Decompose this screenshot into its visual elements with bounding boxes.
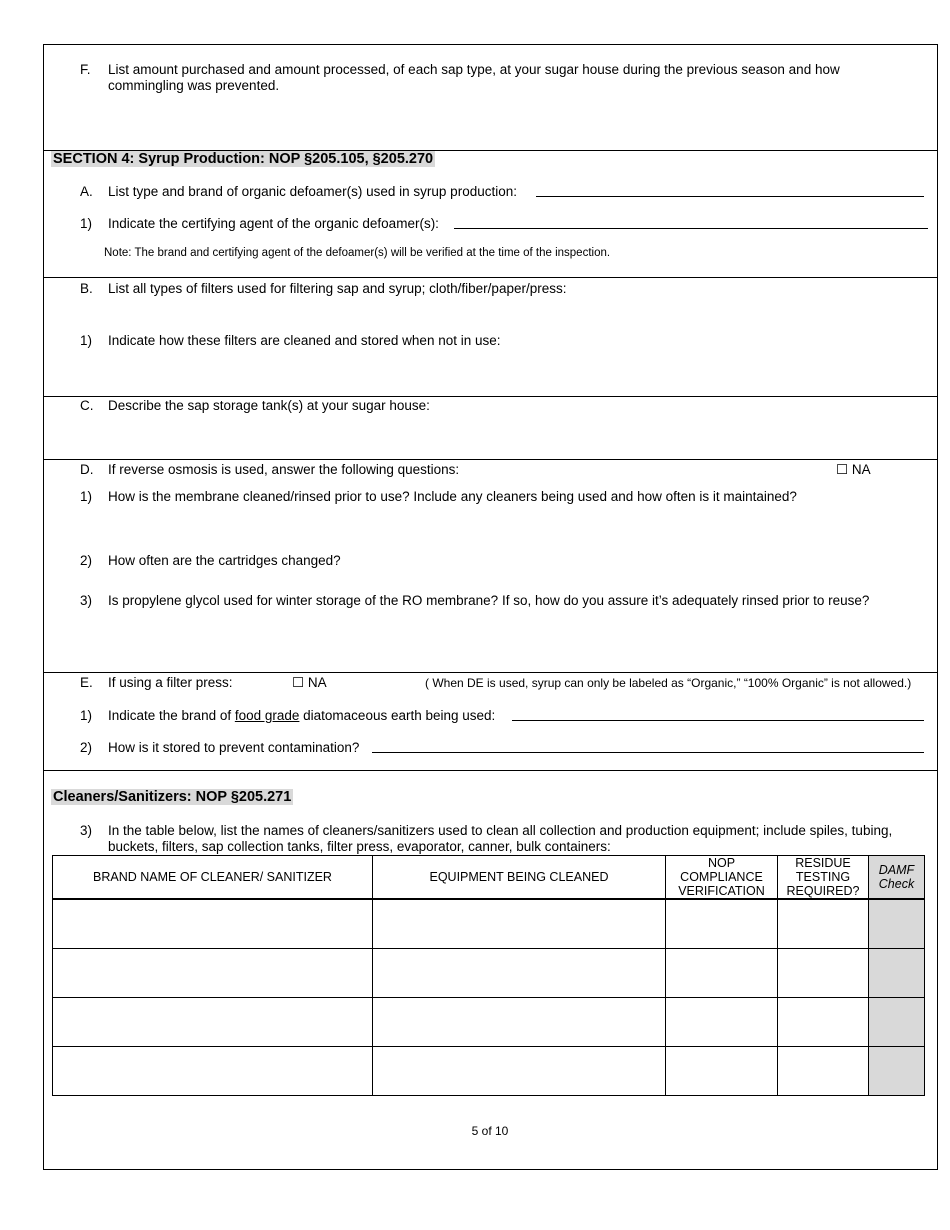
damf-cell [869, 997, 925, 1046]
section4-heading: SECTION 4: Syrup Production: NOP §205.105, §205.270 [53, 151, 434, 167]
divider [43, 459, 938, 460]
item-e1-text: Indicate the brand of food grade diatomaceous earth being used: [108, 708, 496, 723]
equipment-cell[interactable] [373, 997, 666, 1046]
divider [43, 396, 938, 397]
item-d2-label: 2) [80, 553, 93, 568]
item-e1-label: 1) [80, 708, 93, 723]
item-a1-label: 1) [80, 216, 93, 231]
item-f-line2: commingling was prevented. [108, 78, 280, 93]
item-c-label: C. [80, 398, 94, 413]
defoamer-brand-field[interactable] [536, 186, 924, 197]
filter-press-na-checkbox[interactable]: ☐ NA [292, 675, 327, 690]
equipment-cell[interactable] [373, 948, 666, 997]
brand-cell[interactable] [53, 997, 373, 1046]
cleaners-heading: Cleaners/Sanitizers: NOP §205.271 [53, 789, 292, 805]
brand-cell[interactable] [53, 899, 373, 948]
damf-cell [869, 948, 925, 997]
damf-cell [869, 899, 925, 948]
item-b-label: B. [80, 281, 93, 296]
residue-cell[interactable] [778, 997, 869, 1046]
item-d2-text: How often are the cartridges changed? [108, 553, 341, 568]
item-cleaners-3-line1: In the table below, list the names of cleaners/sanitizers used to clean all collection and production equipment; include spiles, tubing, [108, 823, 893, 838]
item-e-text: If using a filter press: [108, 675, 233, 690]
nop-cell[interactable] [666, 899, 778, 948]
brand-cell[interactable] [53, 1046, 373, 1095]
item-cleaners-3-line2: buckets, filters, sap collection tanks, filter press, evaporator, canner, bulk containers: [108, 839, 611, 854]
residue-cell[interactable] [778, 1046, 869, 1095]
col-nop-header: NOP COMPLIANCE VERIFICATION [666, 856, 778, 900]
residue-cell[interactable] [778, 948, 869, 997]
item-cleaners-3-label: 3) [80, 823, 93, 838]
item-b1-text: Indicate how these filters are cleaned and stored when not in use: [108, 333, 501, 348]
defoamer-certifier-field[interactable] [454, 218, 928, 229]
item-b1-label: 1) [80, 333, 93, 348]
col-residue-header: RESIDUE TESTING REQUIRED? [778, 856, 869, 900]
item-a-text: List type and brand of organic defoamer(s) used in syrup production: [108, 184, 517, 199]
item-f-line1: List amount purchased and amount processed, of each sap type, at your sugar house during the previous season and how [108, 62, 840, 77]
defoamer-note: Note: The brand and certifying agent of the defoamer(s) will be verified at the time of the inspection. [104, 247, 611, 259]
col-damf-header: DAMF Check [869, 856, 925, 900]
item-b-text: List all types of filters used for filtering sap and syrup; cloth/fiber/paper/press: [108, 281, 567, 296]
de-brand-field[interactable] [512, 710, 924, 721]
table-row [53, 899, 925, 948]
equipment-cell[interactable] [373, 1046, 666, 1095]
nop-cell[interactable] [666, 948, 778, 997]
nop-cell[interactable] [666, 997, 778, 1046]
item-a-label: A. [80, 184, 93, 199]
item-d3-label: 3) [80, 593, 93, 608]
table-row [53, 948, 925, 997]
item-c-text: Describe the sap storage tank(s) at your sugar house: [108, 398, 430, 413]
item-f-label: F. [80, 62, 91, 77]
divider [43, 672, 938, 673]
damf-cell [869, 1046, 925, 1095]
page-number: 5 of 10 [471, 1124, 509, 1138]
item-e-label: E. [80, 675, 93, 690]
item-d-text: If reverse osmosis is used, answer the following questions: [108, 462, 460, 477]
ro-na-checkbox[interactable]: ☐ NA [836, 462, 871, 477]
divider [43, 277, 938, 278]
de-storage-field[interactable] [372, 742, 924, 753]
item-e2-text: How is it stored to prevent contamination? [108, 740, 360, 755]
item-d3-text: Is propylene glycol used for winter storage of the RO membrane? If so, how do you assure it’s adequately rinsed prior to reuse? [108, 593, 870, 608]
de-label-note: ( When DE is used, syrup can only be labeled as “Organic,” “100% Organic” is not allowed.) [425, 676, 912, 690]
brand-cell[interactable] [53, 948, 373, 997]
cleaners-table [52, 855, 925, 1096]
equipment-cell[interactable] [373, 899, 666, 948]
table-header-row [53, 856, 925, 900]
col-equipment-header: EQUIPMENT BEING CLEANED [373, 856, 666, 900]
item-d-label: D. [80, 462, 94, 477]
table-row [53, 997, 925, 1046]
divider [43, 770, 938, 771]
residue-cell[interactable] [778, 899, 869, 948]
item-a1-text: Indicate the certifying agent of the organic defoamer(s): [108, 216, 439, 231]
item-d1-label: 1) [80, 489, 93, 504]
nop-cell[interactable] [666, 1046, 778, 1095]
table-row [53, 1046, 925, 1095]
item-d1-text: How is the membrane cleaned/rinsed prior to use? Include any cleaners being used and how often is it maintained? [108, 489, 797, 504]
col-brand-header: BRAND NAME OF CLEANER/ SANITIZER [53, 856, 373, 900]
item-e2-label: 2) [80, 740, 93, 755]
